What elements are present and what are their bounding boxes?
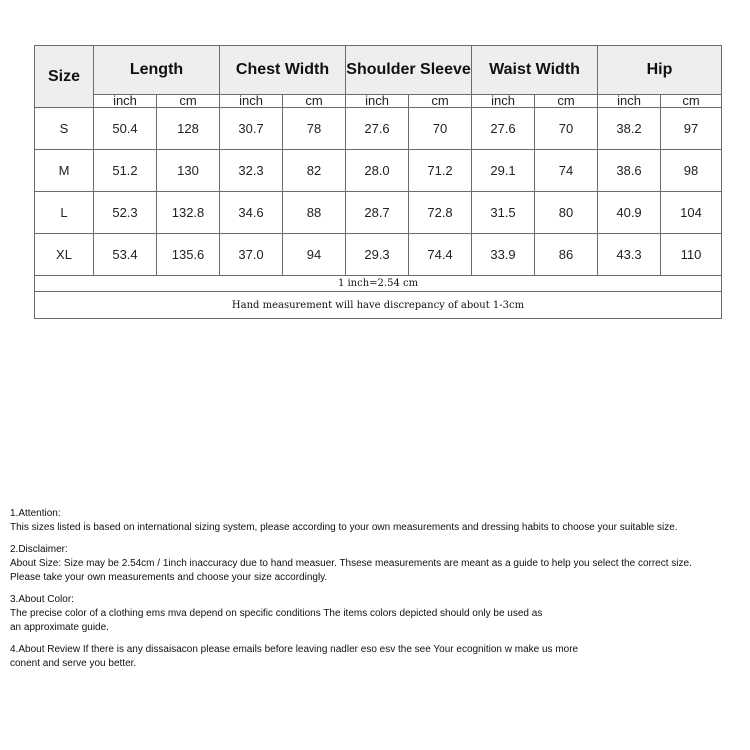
size-chart-table bbox=[34, 45, 722, 319]
about-color-section bbox=[10, 593, 746, 635]
value-cell: 38.6 bbox=[598, 150, 661, 192]
value-cell: 80 bbox=[535, 192, 598, 234]
value-cell: 132.8 bbox=[157, 192, 220, 234]
value-cell: 31.5 bbox=[472, 192, 535, 234]
about-review-section bbox=[10, 643, 746, 671]
section-text: Please take your own measurements and choose your size accordingly. bbox=[10, 572, 328, 583]
size-cell: L bbox=[35, 192, 94, 234]
section-text: About Size: Size may be 2.54cm / 1inch inaccuracy due to hand measuer. Thsese measurements are meant as a guide to help you select the correct size. bbox=[10, 558, 692, 569]
value-cell: 30.7 bbox=[220, 108, 283, 150]
unit-inch: inch bbox=[220, 95, 283, 108]
waist-width-header: Waist Width bbox=[472, 46, 598, 95]
info-notes bbox=[10, 507, 746, 679]
section-text: The precise color of a clothing ems mva depend on specific conditions The items colors depicted should only be used as bbox=[10, 608, 543, 619]
section-heading: 2.Disclaimer: bbox=[10, 544, 68, 555]
value-cell: 74 bbox=[535, 150, 598, 192]
shoulder-sleeve-header: Shoulder Sleeve bbox=[346, 46, 472, 95]
units-row bbox=[35, 95, 722, 108]
value-cell: 29.1 bbox=[472, 150, 535, 192]
size-cell: XL bbox=[35, 234, 94, 276]
chest-width-header: Chest Width bbox=[220, 46, 346, 95]
unit-inch: inch bbox=[598, 95, 661, 108]
disclaimer-section bbox=[10, 543, 746, 585]
value-cell: 82 bbox=[283, 150, 346, 192]
value-cell: 43.3 bbox=[598, 234, 661, 276]
value-cell: 50.4 bbox=[94, 108, 157, 150]
value-cell: 38.2 bbox=[598, 108, 661, 150]
value-cell: 27.6 bbox=[472, 108, 535, 150]
value-cell: 70 bbox=[409, 108, 472, 150]
value-cell: 52.3 bbox=[94, 192, 157, 234]
value-cell: 97 bbox=[661, 108, 722, 150]
value-cell: 86 bbox=[535, 234, 598, 276]
unit-cm: cm bbox=[409, 95, 472, 108]
value-cell: 27.6 bbox=[346, 108, 409, 150]
value-cell: 130 bbox=[157, 150, 220, 192]
attention-section bbox=[10, 507, 746, 535]
measurement-note: Hand measurement will have discrepancy of about 1-3cm bbox=[35, 292, 722, 319]
value-cell: 71.2 bbox=[409, 150, 472, 192]
conversion-note-row bbox=[35, 276, 722, 292]
value-cell: 104 bbox=[661, 192, 722, 234]
value-cell: 88 bbox=[283, 192, 346, 234]
section-heading: 3.About Color: bbox=[10, 594, 74, 605]
value-cell: 78 bbox=[283, 108, 346, 150]
section-text: conent and serve you better. bbox=[10, 658, 137, 669]
value-cell: 40.9 bbox=[598, 192, 661, 234]
value-cell: 70 bbox=[535, 108, 598, 150]
value-cell: 28.7 bbox=[346, 192, 409, 234]
unit-inch: inch bbox=[472, 95, 535, 108]
value-cell: 74.4 bbox=[409, 234, 472, 276]
unit-inch: inch bbox=[94, 95, 157, 108]
value-cell: 51.2 bbox=[94, 150, 157, 192]
size-cell: M bbox=[35, 150, 94, 192]
section-heading: 4.About Review If there is any dissaisacon please emails before leaving nadler eso esv the see Your ecognition w make us more bbox=[10, 644, 579, 655]
measurement-note-row bbox=[35, 292, 722, 319]
table-row bbox=[35, 234, 722, 276]
hip-header: Hip bbox=[598, 46, 722, 95]
value-cell: 33.9 bbox=[472, 234, 535, 276]
table-row bbox=[35, 150, 722, 192]
unit-cm: cm bbox=[661, 95, 722, 108]
value-cell: 32.3 bbox=[220, 150, 283, 192]
value-cell: 94 bbox=[283, 234, 346, 276]
unit-cm: cm bbox=[157, 95, 220, 108]
value-cell: 34.6 bbox=[220, 192, 283, 234]
value-cell: 72.8 bbox=[409, 192, 472, 234]
table-row bbox=[35, 108, 722, 150]
conversion-note: 1 inch=2.54 cm bbox=[35, 276, 722, 292]
table-row bbox=[35, 192, 722, 234]
header-row bbox=[35, 46, 722, 95]
unit-inch: inch bbox=[346, 95, 409, 108]
section-text: an approximate guide. bbox=[10, 622, 109, 633]
section-text: This sizes listed is based on international sizing system, please according to your own measurements and dressing habits to choose your suitable size. bbox=[10, 522, 678, 533]
size-column-header: Size bbox=[35, 46, 94, 108]
value-cell: 28.0 bbox=[346, 150, 409, 192]
unit-cm: cm bbox=[283, 95, 346, 108]
length-header: Length bbox=[94, 46, 220, 95]
value-cell: 135.6 bbox=[157, 234, 220, 276]
value-cell: 98 bbox=[661, 150, 722, 192]
value-cell: 128 bbox=[157, 108, 220, 150]
value-cell: 110 bbox=[661, 234, 722, 276]
size-cell: S bbox=[35, 108, 94, 150]
unit-cm: cm bbox=[535, 95, 598, 108]
value-cell: 29.3 bbox=[346, 234, 409, 276]
section-heading: 1.Attention: bbox=[10, 508, 61, 519]
value-cell: 37.0 bbox=[220, 234, 283, 276]
value-cell: 53.4 bbox=[94, 234, 157, 276]
